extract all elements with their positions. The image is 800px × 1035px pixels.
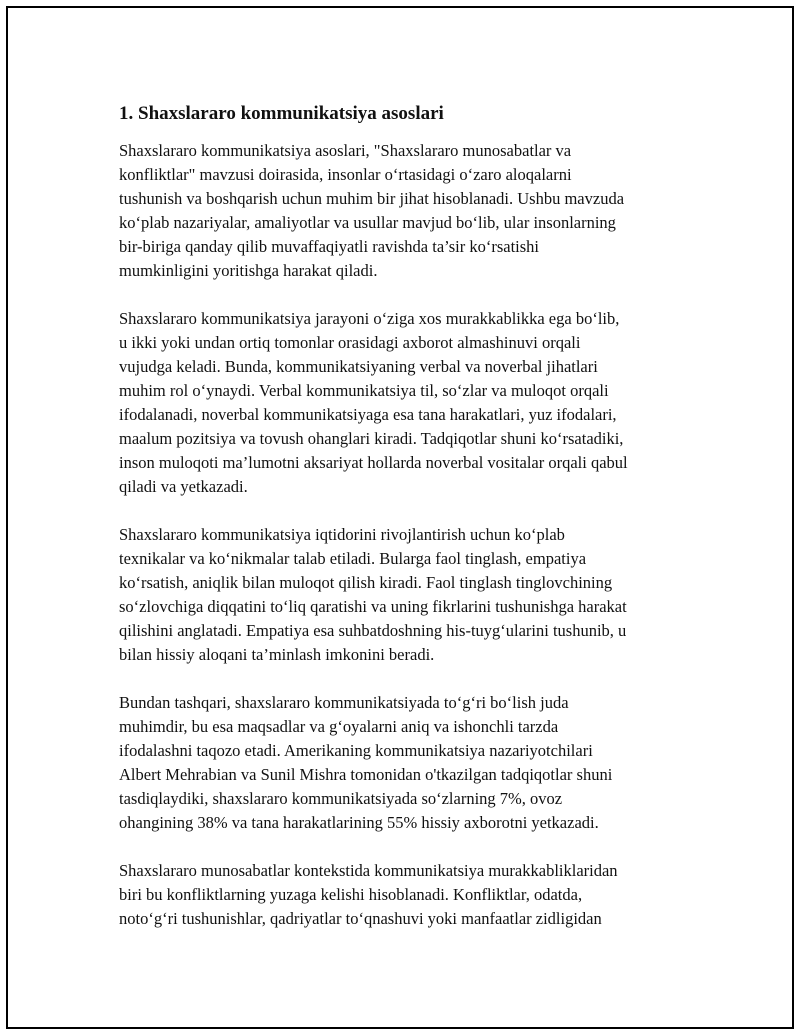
paragraph-5: [119, 859, 699, 931]
text-line: vujudga keladi. Bunda, kommunikatsiyaning verbal va noverbal jihatlari: [119, 357, 598, 376]
text-line: noto‘g‘ri tushunishlar, qadriyatlar to‘qnashuvi yoki manfaatlar zidligidan: [119, 909, 602, 928]
text-line: tasdiqlaydiki, shaxslararo kommunikatsiyada so‘zlarning 7%, ovoz: [119, 789, 563, 808]
text-line: qiladi va yetkazadi.: [119, 477, 248, 496]
text-line: Shaxslararo munosabatlar kontekstida kommunikatsiya murakkabliklaridan: [119, 861, 618, 880]
text-line: konfliktlar" mavzusi doirasida, insonlar o‘rtasidagi o‘zaro aloqalarni: [119, 165, 572, 184]
text-line: ko‘plab nazariyalar, amaliyotlar va usullar mavjud bo‘lib, ular insonlarning: [119, 213, 616, 232]
text-line: ifodalashni taqozo etadi. Amerikaning kommunikatsiya nazariyotchilari: [119, 741, 593, 760]
text-line: mumkinligini yoritishga harakat qiladi.: [119, 261, 378, 280]
paragraph-3: [119, 523, 699, 667]
text-line: Albert Mehrabian va Sunil Mishra tomonidan o'tkazilgan tadqiqotlar shuni: [119, 765, 613, 784]
text-line: Shaxslararo kommunikatsiya jarayoni o‘ziga xos murakkablikka ega bo‘lib,: [119, 309, 620, 328]
text-line: muhimdir, bu esa maqsadlar va g‘oyalarni aniq va ishonchli tarzda: [119, 717, 559, 736]
text-line: tushunish va boshqarish uchun muhim bir jihat hisoblanadi. Ushbu mavzuda: [119, 189, 625, 208]
text-line: texnikalar va ko‘nikmalar talab etiladi. Bularga faol tinglash, empatiya: [119, 549, 587, 568]
text-line: u ikki yoki undan ortiq tomonlar orasidagi axborot almashinuvi orqali: [119, 333, 581, 352]
text-line: ifodalanadi, noverbal kommunikatsiyaga esa tana harakatlari, yuz ifodalari,: [119, 405, 617, 424]
text-line: Shaxslararo kommunikatsiya asoslari, "Shaxslararo munosabatlar va: [119, 141, 572, 160]
text-line: ohangining 38% va tana harakatlarining 55% hissiy axborotni yetkazadi.: [119, 813, 599, 832]
text-line: so‘zlovchiga diqqatini to‘liq qaratishi va uning fikrlarini tushunishga harakat: [119, 597, 627, 616]
text-line: Shaxslararo kommunikatsiya iqtidorini rivojlantirish uchun ko‘plab: [119, 525, 565, 544]
text-line: bilan hissiy aloqani ta’minlash imkonini beradi.: [119, 645, 435, 664]
text-line: ko‘rsatish, aniqlik bilan muloqot qilish kiradi. Faol tinglash tinglovchining: [119, 573, 613, 592]
text-line: muhim rol o‘ynaydi. Verbal kommunikatsiya til, so‘zlar va muloqot orqali: [119, 381, 609, 400]
paragraph-2: [119, 307, 699, 499]
paragraph-1: [119, 139, 699, 283]
text-line: biri bu konfliktlarning yuzaga kelishi hisoblanadi. Konfliktlar, odatda,: [119, 885, 583, 904]
text-line: maalum pozitsiya va tovush ohanglari kiradi. Tadqiqotlar shuni ko‘rsatadiki,: [119, 429, 624, 448]
text-line: qilishini anglatadi. Empatiya esa suhbatdoshning his-tuyg‘ularini tushunib, u: [119, 621, 627, 640]
page-frame: [6, 6, 794, 1029]
paragraph-4: [119, 691, 699, 835]
text-line: Bundan tashqari, shaxslararo kommunikatsiyada to‘g‘ri bo‘lish juda: [119, 693, 569, 712]
document-body: [119, 102, 699, 955]
section-heading: 1. Shaxslararo kommunikatsiya asoslari: [119, 103, 444, 124]
text-line: bir-biriga qanday qilib muvaffaqiyatli ravishda ta’sir ko‘rsatishi: [119, 237, 540, 256]
text-line: inson muloqoti ma’lumotni aksariyat hollarda noverbal vositalar orqali qabul: [119, 453, 628, 472]
